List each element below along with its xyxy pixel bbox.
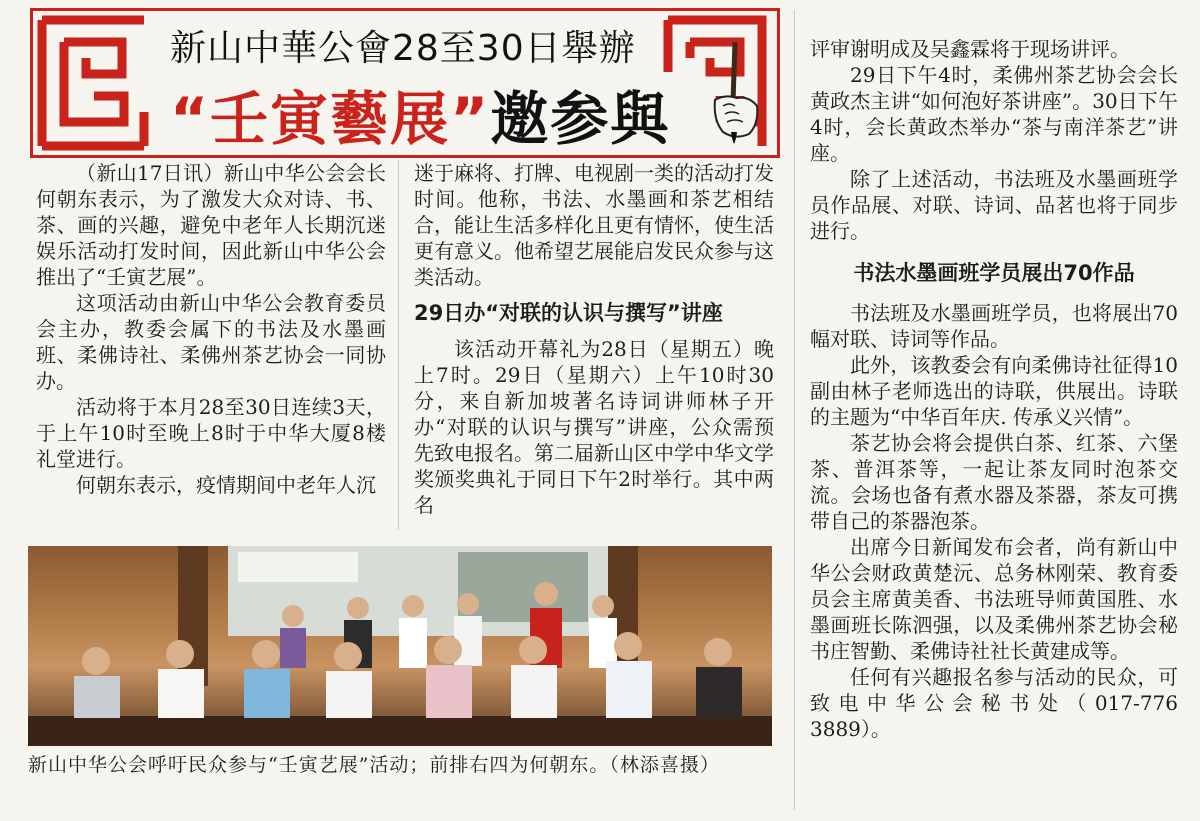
paragraph: 除了上述活动，书法班及水墨画班学员作品展、对联、诗词、品茗也将于同步进行。	[810, 167, 1178, 243]
paragraph: 出席今日新闻发布会者，尚有新山中华公会财政黄楚沅、总务林刚荣、教育委员会主席黄美香、书法班导师黄国胜、水墨画班长陈泗强，以及柔佛州茶艺协会秘书庄智勤、柔佛诗社社长黄建成等。	[810, 535, 1178, 663]
article-column-2	[414, 160, 774, 518]
paragraph: 29日下午4时，柔佛州茶艺协会会长黄政杰主讲“如何泡好茶讲座”。30日下午4时，会长黄政杰举办“茶与南洋茶艺”讲座。	[810, 63, 1178, 165]
headline-title-rest: 邀参與	[490, 85, 671, 153]
article-column-3	[810, 36, 1178, 742]
section-subheading: 书法水墨画班学员展出70作品	[853, 261, 1135, 285]
column-divider	[398, 160, 399, 530]
headline-title-quoted: “壬寅藝展”	[170, 85, 491, 153]
section-subheading: 29日办“对联的认识与撰写”讲座	[414, 301, 723, 325]
calligraphy-brush-icon	[705, 40, 765, 145]
left-fret-ornament	[34, 12, 154, 154]
paragraph: 此外，该教委会有向柔佛诗社征得10副由林子老师选出的诗联，供展出。诗联的主题为“中华百年庆. 传承义兴情”。	[810, 353, 1178, 429]
group-photo-illustration	[28, 546, 772, 746]
headline-subtitle: 新山中華公會28至30日舉辦	[170, 28, 636, 69]
paragraph: 茶艺协会将会提供白茶、红茶、六堡茶、普洱茶等，一起让茶友同时泡茶交流。会场也备有煮水器及茶器，茶友可携带自己的茶器泡茶。	[810, 431, 1178, 533]
group-photo	[28, 546, 772, 746]
paragraph: 该活动开幕礼为28日（星期五）晚上7时。29日（星期六）上午10时30分，来自新加坡著名诗词讲师林子开办“对联的认识与撰写”讲座，公众需预先致电报名。第二届新山区中学中华文学奖颁奖典礼于同日下午2时举行。其中两名	[414, 337, 774, 517]
paragraph: （新山17日讯）新山中华公会会长何朝东表示，为了激发大众对诗、书、茶、画的兴趣，避免中老年人长期沉迷娱乐活动打发时间，因此新山中华公会推出了“壬寅艺展”。	[36, 161, 386, 289]
paragraph: 迷于麻将、打牌、电视剧一类的活动打发时间。他称，书法、水墨画和茶艺相结合，能让生活多样化且更有情怀，使生活更有意义。他希望艺展能启发民众参与这类活动。	[414, 161, 774, 289]
paragraph: 评审谢明成及吴鑫霖将于现场讲评。	[810, 37, 1130, 61]
paragraph: 活动将于本月28至30日连续3天，于上午10时至晚上8时于中华大厦8楼礼堂进行。	[36, 395, 386, 471]
paragraph: 书法班及水墨画班学员，也将展出70幅对联、诗词等作品。	[810, 301, 1178, 351]
paragraph: 这项活动由新山中华公会教育委员会主办，教委会属下的书法及水墨画班、柔佛诗社、柔佛州茶艺协会一同协办。	[36, 291, 386, 393]
paragraph: 何朝东表示，疫情期间中老年人沉	[76, 473, 376, 497]
paragraph: 任何有兴趣报名参与活动的民众，可致电中华公会秘书处（017-776 3889）。	[810, 665, 1178, 741]
column-divider	[794, 10, 795, 810]
article-column-1	[36, 160, 386, 498]
headline-title	[170, 72, 670, 156]
photo-caption: 新山中华公会呼吁民众参与“壬寅艺展”活动；前排右四为何朝东。（林添喜摄）	[28, 754, 720, 776]
